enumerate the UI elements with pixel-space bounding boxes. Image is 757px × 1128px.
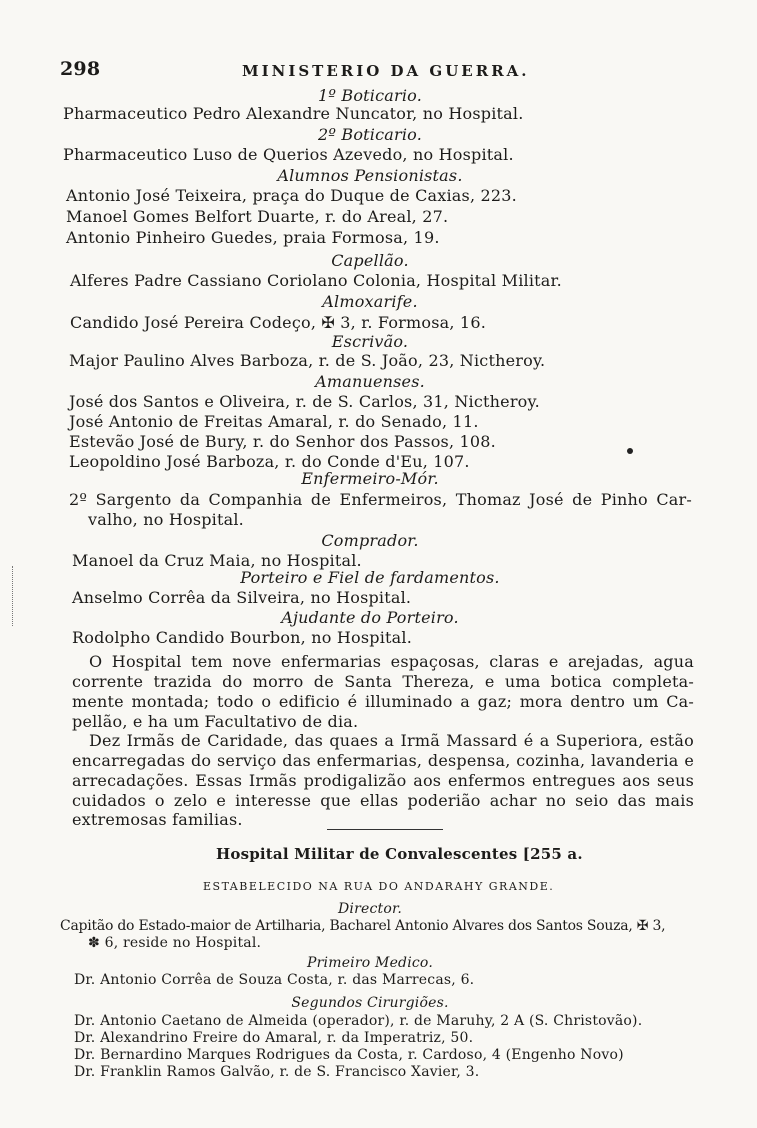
paragraph-line: extremosas familias.: [72, 810, 243, 829]
paragraph-line: arrecadações. Essas Irmãs prodigalizão aos enfermos entregues aos seus: [72, 771, 694, 790]
paragraph-line: pellão, e ha um Facultativo de dia.: [72, 712, 359, 731]
entry-line: Anselmo Corrêa da Silveira, no Hospital.: [72, 588, 412, 607]
section-subtitle: ESTABELECIDO NA RUA DO ANDARAHY GRANDE.: [203, 880, 555, 893]
section-title: Hospital Militar de Convalescentes [255 a.: [216, 845, 583, 863]
entry-line: Dr. Bernardino Marques Rodrigues da Costa, r. Cardoso, 4 (Engenho Novo): [74, 1047, 624, 1063]
entry-line: Pharmaceutico Pedro Alexandre Nuncator, no Hospital.: [63, 104, 524, 123]
paragraph-line: Dez Irmãs de Caridade, das quaes a Irmã Massard é a Superiora, estão: [89, 731, 694, 750]
running-title: MINISTERIO DA GUERRA.: [242, 62, 530, 80]
section-heading: Comprador.: [321, 531, 419, 550]
section-heading: Amanuenses.: [315, 372, 425, 391]
section-heading: Segundos Cirurgiões.: [291, 995, 449, 1011]
entry-line: Alferes Padre Cassiano Coriolano Colonia, Hospital Militar.: [70, 271, 562, 290]
section-heading: Primeiro Medico.: [307, 955, 433, 971]
entry-line: Antonio José Teixeira, praça do Duque de Caxias, 223.: [66, 186, 517, 205]
entry-line: valho, no Hospital.: [88, 510, 244, 529]
section-divider: [327, 829, 443, 830]
section-heading: Director.: [338, 901, 402, 917]
entry-line: Dr. Alexandrino Freire do Amaral, r. da Imperatriz, 50.: [74, 1030, 474, 1046]
section-heading: Enfermeiro-Mór.: [301, 469, 439, 488]
entry-line: Manoel da Cruz Maia, no Hospital.: [72, 551, 362, 570]
entry-line: José Antonio de Freitas Amaral, r. do Senado, 11.: [69, 412, 479, 431]
entry-line: Pharmaceutico Luso de Querios Azevedo, no Hospital.: [63, 145, 514, 164]
entry-line: 2º Sargento da Companhia de Enfermeiros, Thomaz José de Pinho Car-: [69, 490, 692, 509]
entry-line: Manoel Gomes Belfort Duarte, r. do Areal, 27.: [66, 207, 449, 226]
paragraph-line: corrente trazida do morro de Santa Thereza, e uma botica completa-: [72, 672, 694, 691]
entry-line: Dr. Antonio Caetano de Almeida (operador), r. de Maruhy, 2 A (S. Christovão).: [74, 1013, 643, 1029]
section-heading: Capellão.: [331, 251, 409, 270]
entry-line: José dos Santos e Oliveira, r. de S. Carlos, 31, Nictheroy.: [69, 392, 540, 411]
paragraph-line: mente montada; todo o edificio é illuminado a gaz; mora dentro um Ca-: [72, 692, 694, 711]
paragraph-line: encarregadas do serviço das enfermarias, despensa, cozinha, lavanderia e: [72, 751, 694, 770]
section-heading: Escrivão.: [331, 332, 409, 351]
page-number: 298: [60, 58, 101, 80]
section-heading: Alumnos Pensionistas.: [277, 166, 463, 185]
section-heading: Almoxarife.: [322, 292, 418, 311]
section-heading: Porteiro e Fiel de fardamentos.: [240, 568, 500, 587]
section-heading: 1º Boticario.: [317, 86, 423, 105]
paragraph-line: cuidados o zelo e interesse que ellas poderião achar no seio das mais: [72, 791, 694, 810]
entry-line: ✽ 6, reside no Hospital.: [88, 935, 262, 951]
margin-mark: [627, 448, 633, 454]
entry-line: Major Paulino Alves Barboza, r. de S. João, 23, Nictheroy.: [69, 351, 546, 370]
entry-line: Candido José Pereira Codeço, ✠ 3, r. Formosa, 16.: [70, 313, 486, 332]
paragraph-line: O Hospital tem nove enfermarias espaçosas, claras e arejadas, agua: [89, 652, 694, 671]
entry-line: Dr. Antonio Corrêa de Souza Costa, r. das Marrecas, 6.: [74, 972, 475, 988]
entry-line: Dr. Franklin Ramos Galvão, r. de S. Francisco Xavier, 3.: [74, 1064, 480, 1080]
entry-line: Capitão do Estado-maior de Artilharia, Bacharel Antonio Alvares dos Santos Souza, ✠ 3,: [60, 918, 666, 934]
entry-line: Estevão José de Bury, r. do Senhor dos Passos, 108.: [69, 432, 496, 451]
section-heading: Ajudante do Porteiro.: [281, 608, 459, 627]
entry-line: Rodolpho Candido Bourbon, no Hospital.: [72, 628, 412, 647]
margin-mark: [12, 566, 19, 626]
section-heading: 2º Boticario.: [317, 125, 423, 144]
entry-line: Leopoldino José Barboza, r. do Conde d'Eu, 107.: [69, 452, 470, 471]
entry-line: Antonio Pinheiro Guedes, praia Formosa, 19.: [66, 228, 440, 247]
